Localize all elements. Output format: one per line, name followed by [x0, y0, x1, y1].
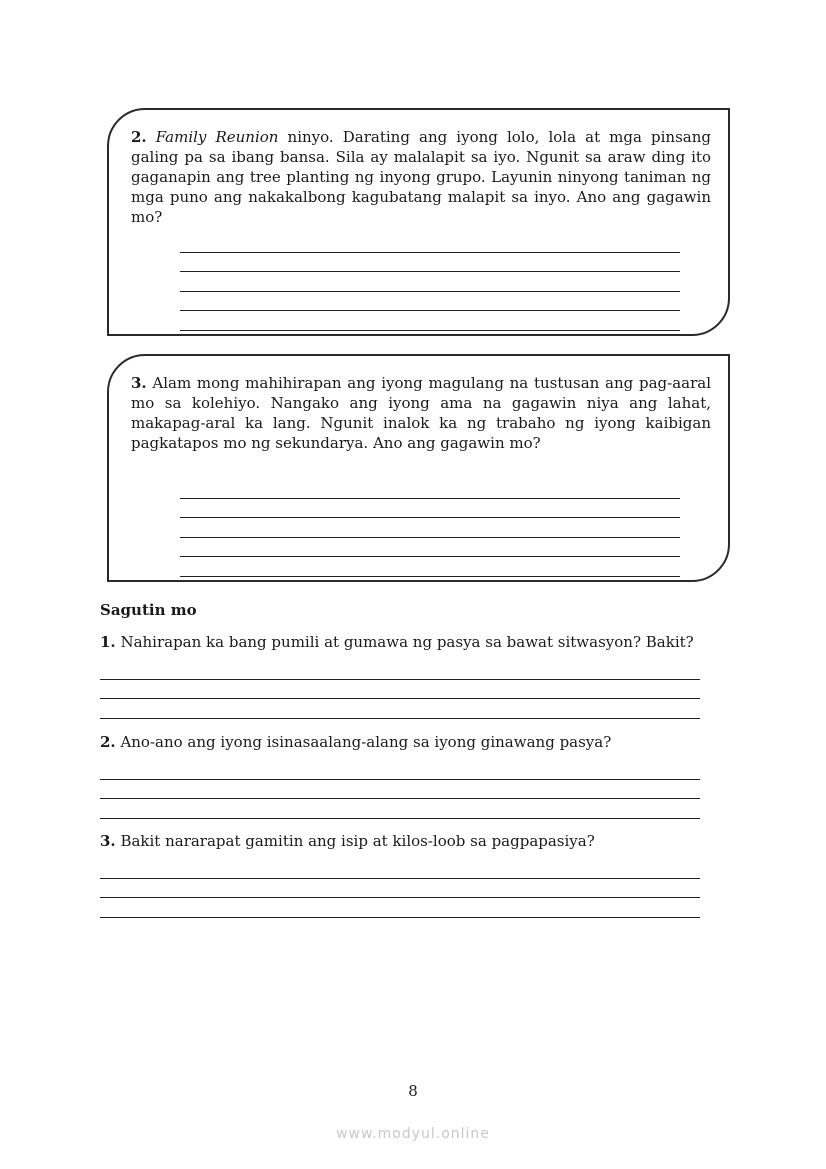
- answer-line[interactable]: [100, 799, 700, 819]
- watermark: www.modyul.online: [336, 1126, 490, 1142]
- question-2: [100, 733, 611, 751]
- question-3-text: Bakit nararapat gamitin ang isip at kilos-loob sa pagpapasiya?: [115, 832, 595, 850]
- situation-3-answer-lines[interactable]: [180, 479, 680, 577]
- question-2-number: 2.: [100, 733, 116, 751]
- situation-box-3: [107, 354, 730, 582]
- question-2-answer-lines[interactable]: [100, 760, 700, 819]
- situation-2-number: 2.: [131, 128, 147, 146]
- question-1-text: Nahirapan ka bang pumili at gumawa ng pasya sa bawat sitwasyon? Bakit?: [115, 633, 694, 651]
- situation-2-body: ninyo. Darating ang iyong lolo, lola at mga pinsang galing pa sa ibang bansa. Sila ay malalapit sa iyo. Ngunit sa araw ding ito gaganapin ang tree planting ng inyong grupo. Layunin ninyong taniman ng mga puno ang nakakalbong kagubatang malapit sa inyo. Ano ang gagawin mo?: [131, 128, 711, 226]
- answer-line[interactable]: [180, 311, 680, 331]
- answer-line[interactable]: [100, 660, 700, 680]
- question-1-answer-lines[interactable]: [100, 660, 700, 719]
- answer-line[interactable]: [100, 879, 700, 899]
- answer-line[interactable]: [180, 272, 680, 292]
- answer-line[interactable]: [100, 680, 700, 700]
- answer-line[interactable]: [180, 499, 680, 519]
- answer-line[interactable]: [100, 859, 700, 879]
- situation-3-number: 3.: [131, 374, 147, 392]
- answer-line[interactable]: [100, 760, 700, 780]
- answer-line[interactable]: [180, 292, 680, 312]
- question-1-number: 1.: [100, 633, 116, 651]
- answer-line[interactable]: [100, 699, 700, 719]
- answer-line[interactable]: [100, 780, 700, 800]
- question-2-text: Ano-ano ang iyong isinasaalang-alang sa iyong ginawang pasya?: [115, 733, 612, 751]
- question-3: [100, 832, 595, 850]
- answer-line[interactable]: [180, 253, 680, 273]
- situation-2-italic-phrase: Family Reunion: [155, 128, 279, 146]
- question-3-number: 3.: [100, 832, 116, 850]
- question-3-answer-lines[interactable]: [100, 859, 700, 918]
- situation-2-text: [131, 127, 711, 227]
- answer-line[interactable]: [180, 557, 680, 577]
- question-1: [100, 633, 694, 651]
- answer-line[interactable]: [100, 898, 700, 918]
- answer-line[interactable]: [180, 233, 680, 253]
- situation-2-answer-lines[interactable]: [180, 233, 680, 331]
- page-number: 8: [408, 1082, 418, 1100]
- situation-3-text: [131, 373, 711, 453]
- sagutin-heading: Sagutin mo: [100, 601, 197, 619]
- answer-line[interactable]: [180, 479, 680, 499]
- situation-3-body: Alam mong mahihirapan ang iyong magulang na tustusan ang pag-aaral mo sa kolehiyo. Nangako ang iyong ama na gagawin niya ang lahat, makapag-aral ka lang. Ngunit inalok ka ng trabaho ng iyong kaibigan pagkatapos mo ng sekundarya. Ano ang gagawin mo?: [131, 374, 711, 452]
- answer-line[interactable]: [180, 538, 680, 558]
- answer-line[interactable]: [180, 518, 680, 538]
- situation-box-2: [107, 108, 730, 336]
